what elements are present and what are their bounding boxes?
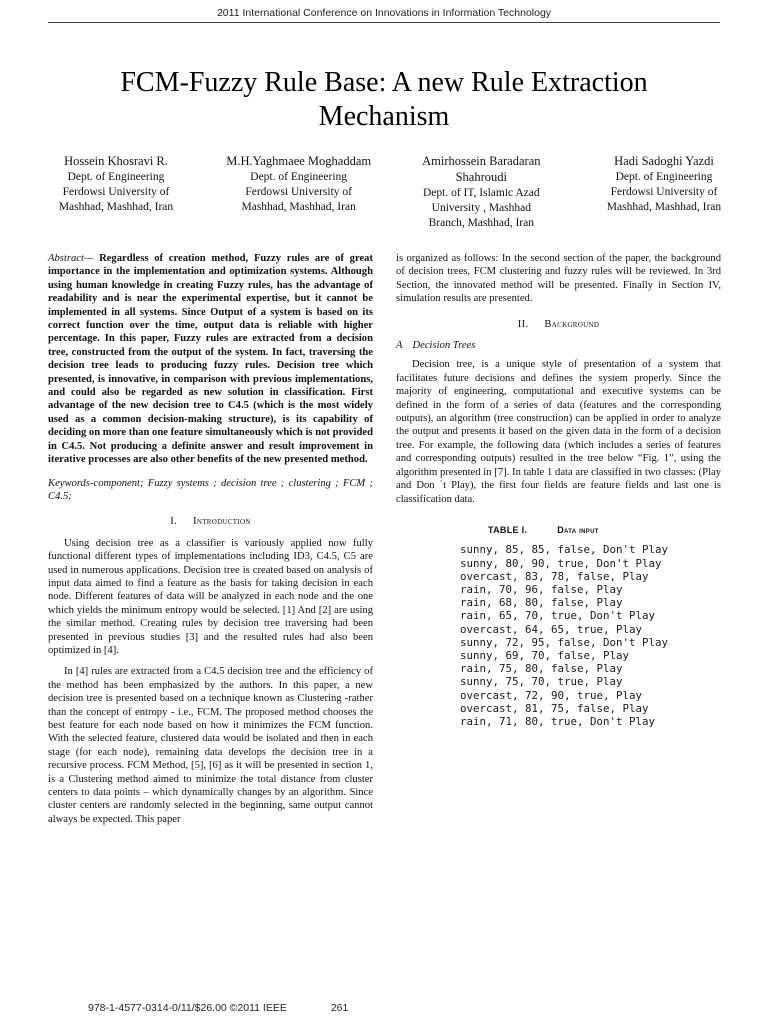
author-4 [578,153,750,231]
table-number: TABLE I. [488,524,528,535]
table-caption [488,524,721,537]
author-affiliation: Dept. of Engineering [67,171,165,183]
right-column [396,252,721,728]
abstract [48,252,373,467]
author-affiliation: Mashhad, Mashhad, Iran [58,201,174,213]
author-block [30,153,750,231]
table-row: rain, 68, 80, false, Play [460,596,623,610]
author-affiliation: Ferdowsi University of [245,186,352,198]
intro-paragraph-3: is organized as follows: In the second section of the paper, the background of decision trees, FCM clustering and fuzzy rules will be reviewed. In 3rd Section, the innovated method will be presented. Finally in Section IV, simulation results are presented. [396,253,721,305]
table-row: sunny, 72, 95, false, Don't Play [460,635,669,649]
table-row: overcast, 81, 75, false, Play [460,701,649,715]
author-2 [213,153,385,231]
table-row: overcast, 72, 90, true, Play [460,688,643,702]
keywords: Keywords-component; Fuzzy systems ; decision tree ; clustering ; FCM ; C4.5; [48,477,373,502]
table-row: overcast, 83, 78, false, Play [460,569,649,583]
table-row: overcast, 64, 65, true, Play [460,622,643,636]
subsection-title: Decision Trees [412,340,476,352]
page-footer [88,1002,348,1014]
author-name: Hossein Khosravi R. [64,154,168,168]
author-affiliation: Dept. of Engineering [250,171,348,183]
isbn-copyright: 978-1-4577-0314-0/11/$26.00 ©2011 IEEE [88,1002,287,1014]
table-row: sunny, 80, 90, true, Don't Play [460,556,662,570]
table-row: rain, 75, 80, false, Play [460,662,623,676]
author-name: M.H.Yaghmaee Moghaddam [226,154,372,168]
table-row: sunny, 75, 70, true, Play [460,675,623,689]
table-row: sunny, 85, 85, false, Don't Play [460,543,669,557]
table-row: rain, 70, 96, false, Play [460,582,623,596]
table-data [460,543,721,728]
section-number: I. [170,516,178,528]
intro-paragraph-2: In [4] rules are extracted from a C4.5 decision tree and the efficiency of the method has been emphasized by the authors. In this paper, a new decision tree is presented based on a technique known as Clustering -rather than the concept of entropy - i.e., FCM. The proposed method chooses the best feature for each node based on how it minimizes the FCM function. With the selected feature, clustered data would be isolated and then in each stage (for each node), remaining data develops the decision tree in a recursive process. FCM Method, [5], [6] as it will be presented in section 1, is a Clustering method aimed to minimize the total distance from cluster centers to data points – which dynamically changes by an algorithm. Since cluster centers are randomly selected in the beginning, same output cannot always be expected. This paper [48,666,373,825]
abstract-label: Abstract— [48,253,94,264]
author-3 [395,153,567,231]
author-affiliation: Dept. of IT, Islamic Azad [422,187,540,199]
subsection-letter: A [396,340,403,352]
author-name: Hadi Sadoghi Yazdi [614,154,714,168]
paper-title [60,66,708,134]
author-affiliation: Mashhad, Mashhad, Iran [606,201,722,213]
section-title: Background [544,318,600,330]
author-affiliation: University , Mashhad [431,202,531,214]
author-affiliation: Ferdowsi University of [62,186,170,198]
table-row: rain, 71, 80, true, Don't Play [460,714,656,728]
author-affiliation: Mashhad, Mashhad, Iran [241,201,356,213]
title-line-2: Mechanism [318,101,450,132]
table-row: rain, 65, 70, true, Don't Play [460,609,656,623]
author-name: Amirhossein Baradaran Shahroudi [422,154,541,184]
title-line-1: FCM-Fuzzy Rule Base: A new Rule Extraction [120,67,648,98]
page-number: 261 [330,1002,349,1014]
section-heading-introduction [48,515,373,528]
table-title: Data input [557,524,599,535]
author-affiliation: Branch, Mashhad, Iran [428,217,534,229]
abstract-text: Regardless of creation method, Fuzzy rules are of great importance in the implementation and optimization systems. Although using human knowledge in creating Fuzzy rules, has the advantage of readability and is near the experimental expertise, but it cannot be implemented in all systems. Since Output of a system is based on its correct function over the time, output data is reliable with higher percentage. In this paper, Fuzzy rules are extracted from a decision tree, constructed from the output of the system. In fact, traversing the decision tree leads to producing fuzzy rules. Decision tree which presented, is innovative, in comparison with previous implementations, and could also be regarded as new solution in classification. First advantage of the new decision tree to C4.5 (which is the most widely used as a common decision-making structure), is its capability of deciding on more than one feature simultaneously which is not provided in C4.5. Not producing a definite answer and result improvement in iterative processes are also other benefits of the new presented method. [48,253,373,466]
header-rule [48,22,720,23]
left-column [48,252,373,826]
section-number: II. [517,318,529,330]
table-row: sunny, 69, 70, false, Play [460,648,630,662]
conference-header: 2011 International Conference on Innovations in Information Technology [216,7,552,19]
author-affiliation: Ferdowsi University of [610,186,718,198]
section-title: Introduction [193,516,251,528]
section-heading-background [396,318,721,331]
subsection-heading-decision-trees [396,339,721,352]
intro-paragraph-1: Using decision tree as a classifier is variously applied now fully functional different types of implementations including ID3, C4.5, C5 are used in numerous applications. Decision tree is created based on analysis of input data aimed to find a feature as the basis for taking decision in each node. Different features of data will be analyzed in each node and the one which yields the minimum entropy would be selected. [1] And [2] are using the similar method. Creating rules by decision tree traversing had been presented in previous studies [3] and the resulted rules had also been optimized in [4]. [48,537,373,656]
author-1 [30,153,202,231]
background-paragraph-1: Decision tree, is a unique style of presentation of a system that facilitates future decisions and defines the system properly. Since the majority of engineering, computational and executive systems can be defined in the form of a series of data (features and the corresponding outputs), an algorithm (tree construction) can be applied in order to analyze the output and presents it based on the given data in the form of a decision tree. For example, the following data (which includes a series of features and corresponding outputs) resulted in the tree below “Fig. 1”, using the algorithm presented in [7]. In table 1 data are classified in two classes: (Play and Don `t Play), the first four fields are feature fields and last one is classification data. [396,359,721,505]
author-affiliation: Dept. of Engineering [615,171,713,183]
